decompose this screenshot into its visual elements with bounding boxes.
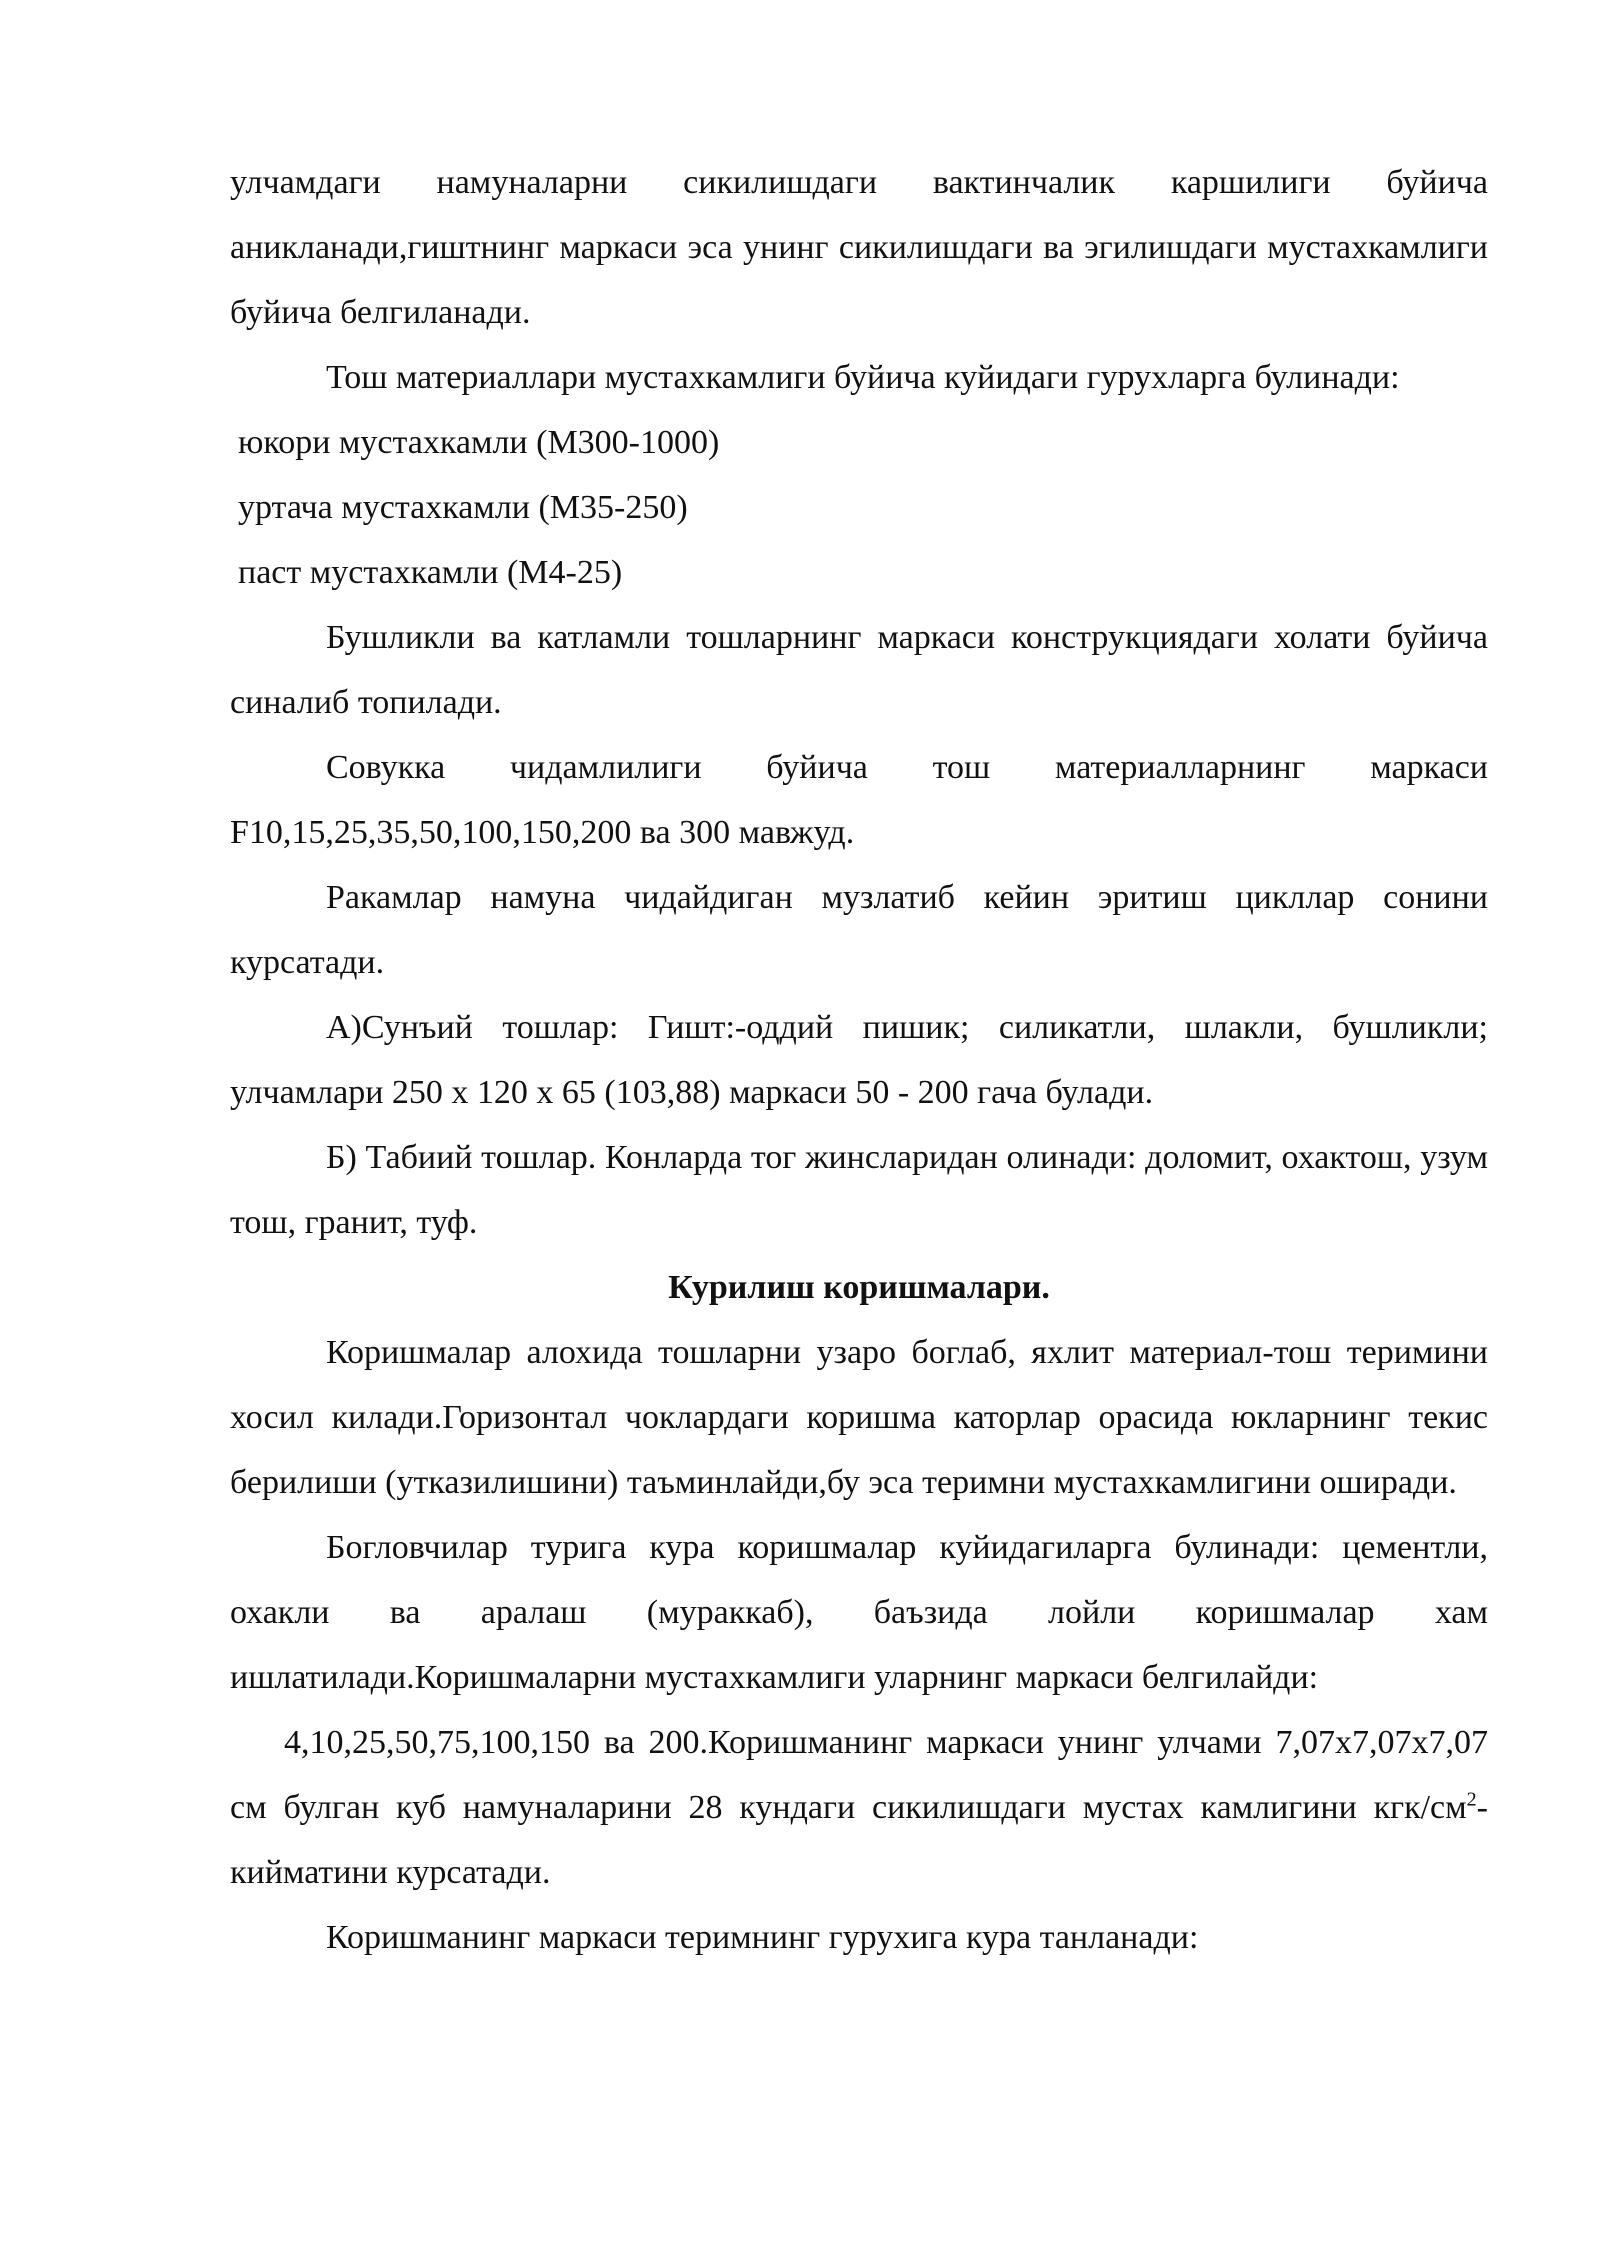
paragraph-hollow-stones: Бушликли ва катламли тошларнинг маркаси конструкциядаги холати буйича синалиб топилади.	[230, 619, 1488, 721]
paragraph-cycles: Ракамлар намуна чидайдиган музлатиб кейин эритиш цикллар сонини курсатади.	[230, 879, 1488, 981]
list-item-high-strength: юкори мустахкамли (М300-1000)	[238, 424, 720, 461]
paragraph-binder-types: Богловчилар турига кура коришмалар куйидагиларга булинади: цементли, охакли ва аралаш (мураккаб), баъзида лойли коришмалар хам ишлатилади.Коришмаларни мустахкамлиги уларнинг маркаси белгилайди:	[230, 1529, 1488, 1696]
paragraph-mortar-mark	[230, 1710, 1488, 1905]
paragraph-frost-resistance: Совукка чидамлилиги буйича тош материалларнинг маркаси F10,15,25,35,50,100,150,200 ва 300 мавжуд.	[230, 749, 1488, 851]
paragraph-natural-stones: Б) Табиий тошлар. Конларда тог жинсларидан олинади: доломит, охактош, узум тош, гранит, туф.	[230, 1139, 1488, 1241]
section-heading: Курилиш коришмалари.	[668, 1269, 1050, 1306]
superscript-two: 2	[1466, 1788, 1477, 1811]
mortar-mark-tail: -кийматини курсатади.	[230, 1789, 1488, 1891]
paragraph-mortars: Коришмалар алохида тошларни узаро боглаб, яхлит материал-тош теримини хосил килади.Горизонтал чоклардаги коришма каторлар орасида юкларнинг текис берилиши (утказилишини) таъминлайди,бу эса теримни мустахкамлигини оширади.	[230, 1334, 1488, 1501]
paragraph-artificial-stones: А)Сунъий тошлар: Гишт:-оддий пишик; силикатли, шлакли, бушликли; улчамлари 250 х 120 х 65 (103,88) маркаси 50 - 200 гача булади.	[230, 1009, 1488, 1111]
paragraph-brick-mark: улчамдаги намуналарни сикилишдаги вактинчалик каршилиги буйича аникланади,гиштнинг маркаси эса унинг сикилишдаги ва эгилишдаги мустахкамлиги буйича белгиланади.	[230, 164, 1488, 331]
paragraph-mortar-selection: Коришманинг маркаси теримнинг гурухига кура танланади:	[326, 1919, 1199, 1956]
list-item-low-strength: паст мустахкамли (М4-25)	[238, 554, 623, 591]
document-page	[230, 150, 1488, 1970]
paragraph-stone-strength-groups: Тош материаллари мустахкамлиги буйича куйидаги гурухларга булинади:	[326, 359, 1400, 396]
list-item-medium-strength: уртача мустахкамли (М35-250)	[238, 489, 688, 526]
mortar-mark-text: 4,10,25,50,75,100,150 ва 200.Коришманинг маркаси унинг улчами 7,07х7,07х7,07 см булган куб намуналарини 28 кундаги сикилишдаги мустах камлигини кгк/см	[230, 1724, 1488, 1826]
